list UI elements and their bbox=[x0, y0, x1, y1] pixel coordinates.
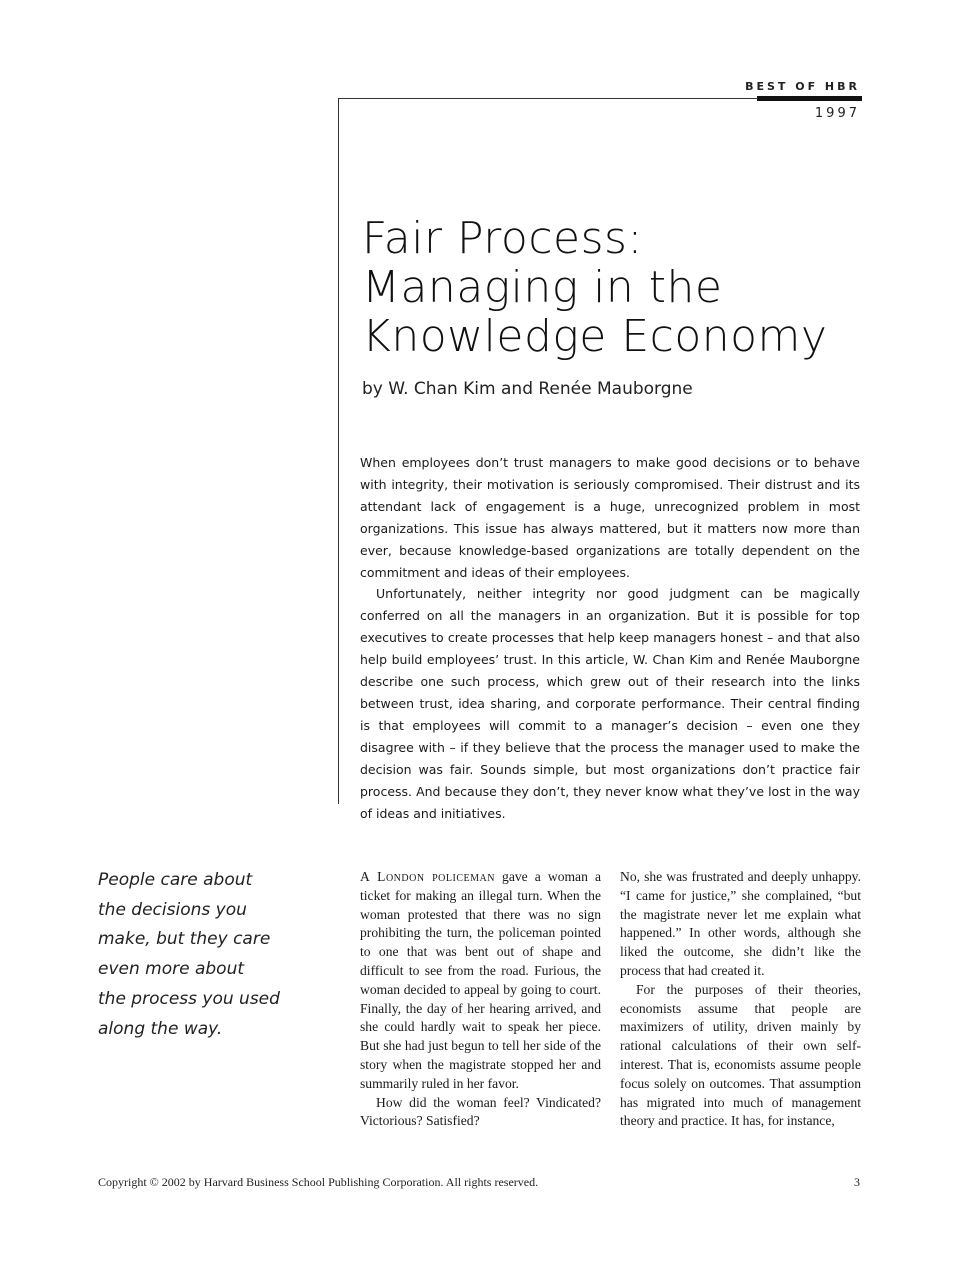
title-line: Managing in the bbox=[362, 262, 723, 313]
lead-in: A London policeman bbox=[360, 869, 495, 884]
pull-quote-line: even more about bbox=[98, 959, 245, 980]
pull-quote-line: along the way. bbox=[98, 1018, 223, 1039]
pull-quote-line: the process you used bbox=[98, 988, 280, 1009]
body-column-2 bbox=[620, 868, 861, 1131]
body-paragraph bbox=[360, 868, 601, 1094]
title-line: Knowledge Economy bbox=[362, 311, 828, 362]
copyright-footer: Copyright © 2002 by Harvard Business School Publishing Corporation. All rights reserved. bbox=[98, 1175, 539, 1189]
abstract-paragraph: Unfortunately, neither integrity nor good judgment can be magically conferred on all the managers in an organization. But it is possible for top executives to create processes that help keep managers honest – and that also help build employees’ trust. In this article, W. Chan Kim and Renée Mauborgne describe one such process, which grew out of their research into the links between trust, idea sharing, and corporate performance. Their central finding is that employees will commit to a manager’s decision – even one they disagree with – if they believe that the process the manager used to make the decision was fair. Sounds simple, but most organizations don’t practice fair process. And because they don’t, they never know what they’ve lost in the way of ideas and initiatives. bbox=[360, 586, 860, 821]
body-paragraph: No, she was frustrated and deeply unhappy. “I came for justice,” she complained, “but the magistrate never let me explain what happened.” In other words, although she liked the outcome, she didn’t like the process that had created it. bbox=[620, 869, 861, 978]
pull-quote bbox=[98, 866, 278, 1044]
top-rule bbox=[338, 98, 758, 99]
pull-quote-line: People care about bbox=[98, 870, 253, 890]
abstract bbox=[360, 452, 860, 824]
body-text: gave a woman a ticket for making an illegal turn. When the woman protested that there was no sign prohibiting the turn, the policeman pointed to one that was bent out of shape and difficult to see from the road. Furious, the woman decided to appeal by going to court. Finally, the day of her hearing arrived, and she could hardly wait to speak her piece. But she had just begun to tell her side of the story when the magistrate stopped her and summarily ruled in her favor. bbox=[360, 869, 601, 1091]
header-bar bbox=[757, 96, 862, 101]
body-paragraph: How did the woman feel? Vindicated? Victorious? Satisfied? bbox=[360, 1094, 601, 1129]
section-label: BEST OF HBR bbox=[745, 80, 860, 93]
pull-quote-line: make, but they care bbox=[98, 929, 271, 950]
vertical-rule bbox=[338, 98, 339, 804]
title-line: Fair Process: bbox=[362, 213, 643, 264]
body-column-1 bbox=[360, 868, 601, 1131]
body-paragraph: For the purposes of their theories, economists assume that people are maximizers of utility, driven mainly by rational calculations of their own self-interest. That is, economists assume people focus solely on outcomes. That assumption has migrated into much of management theory and practice. It has, for instance, bbox=[620, 981, 861, 1129]
abstract-paragraph: When employees don’t trust managers to make good decisions or to behave with integrity, their motivation is seriously compromised. Their distrust and its attendant lack of engagement is a huge, unrecognized problem in most organizations. This issue has always mattered, but it matters now more than ever, because knowledge-based organizations are totally dependent on the commitment and ideas of their employees. bbox=[360, 455, 860, 580]
issue-year: 1997 bbox=[814, 106, 860, 121]
pull-quote-line: the decisions you bbox=[98, 899, 247, 920]
article-title bbox=[362, 214, 882, 361]
byline: by W. Chan Kim and Renée Mauborgne bbox=[362, 379, 693, 399]
page-number: 3 bbox=[854, 1175, 860, 1189]
